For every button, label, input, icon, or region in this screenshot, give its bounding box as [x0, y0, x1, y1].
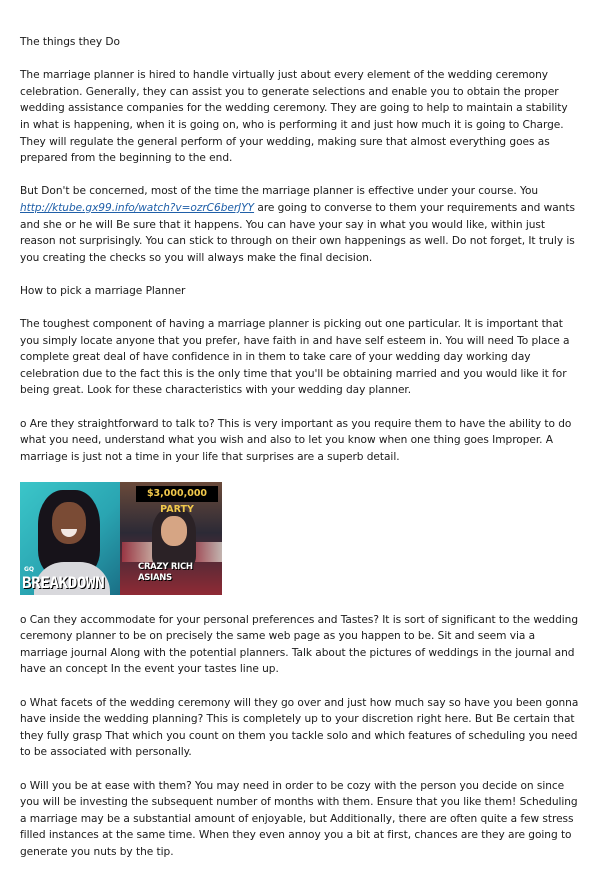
video-thumbnail-image	[20, 482, 222, 595]
section-heading-things-they-do: The things they Do	[20, 36, 120, 48]
list-item-at-ease: o Will you be at ease with them? You may need in order to be cozy with the person you decide on since you will be investing the subsequent number of months with them. Ensure that you like them! Scheduling a marriage may be a substantial amount of enjoyable, but Additionally, there are often quite a few stress filled instances at the same time. When they even annoy you a bit at first, chances are they are going to generate you nuts by the tip.	[20, 779, 578, 858]
paragraph-planner-role: The marriage planner is hired to handle virtually just about every element of the wedding ceremony celebration. Generally, they can assist you to generate selections and enable you to obtain the proper wedding assistance companies for the wedding ceremony. They are going to help to maintain a stability in what is happening, when it is going on, who is performing it and just how much it is going to Charge. They will regulate the general perform of your wedding, making sure that almost everything goes as prepared from the beginning to the end.	[20, 69, 568, 165]
thumbnail-brand-logo: GQ	[24, 566, 35, 574]
thumbnail-person-face	[52, 502, 86, 544]
thumbnail-second-face	[161, 516, 187, 546]
list-item-facets: o What facets of the wedding ceremony will they go over and just how much say so have you been gonna have inside the wedding planning? This is completely up to your discretion right here. But Be certain that they fully grasp That which you count on them you tackle solo and which features of scheduling you need to be associated with personally.	[20, 696, 579, 759]
thumbnail-subtitle: CRAZY RICH ASIANS	[138, 562, 193, 584]
paragraph-text-before-link: But Don't be concerned, most of the time the marriage planner is effective under your course. You	[20, 185, 539, 198]
paragraph-picking-planner: The toughest component of having a marriage planner is picking out one particular. It is important that you simply locate anyone that you prefer, have faith in and have self esteem in. You will need To place a complete great deal of have confidence in in them to take care of your wedding day working day celebration due to the fact this is the only time that you'll be obtaining married and you would like it for being great. Look for these characteristics with your wedding day planner.	[20, 318, 570, 397]
thumbnail-breakdown-title: BREAKDOWN	[22, 573, 105, 593]
paragraph-planner-course	[20, 183, 580, 266]
document-body	[20, 34, 580, 877]
list-item-straightforward: o Are they straightforward to talk to? This is very important as you require them to have the ability to do what you need, understand what you wish and also to let you know when one thing goes Improper. A marriage is just not a time in your life that surprises are a superb detail.	[20, 417, 572, 463]
section-heading-how-to-pick: How to pick a marriage Planner	[20, 284, 186, 297]
video-link[interactable]: http://ktube.gx99.info/watch?v=ozrC6berJYY	[20, 201, 255, 214]
paragraph-text-after-link: are going to converse to them your requirements and wants and she or he will Be sure that it happens. You can have your say in what you would like, within just reason not surprisingly. You can stick to through on their own happenings as well. Do not forget, It truly is you creating the checks so you will always make the final decision.	[20, 201, 575, 264]
thumbnail-banner-text: $3,000,000 PARTY	[136, 486, 218, 502]
list-item-preferences: o Can they accommodate for your personal preferences and Tastes? It is sort of significant to the wedding ceremony planner to be on precisely the same web page as you happen to be. Sit and seem via a marriage journal Along with the potential planners. Talk about the pictures of weddings in the journal and have an concept In the event your tastes line up.	[20, 613, 578, 676]
